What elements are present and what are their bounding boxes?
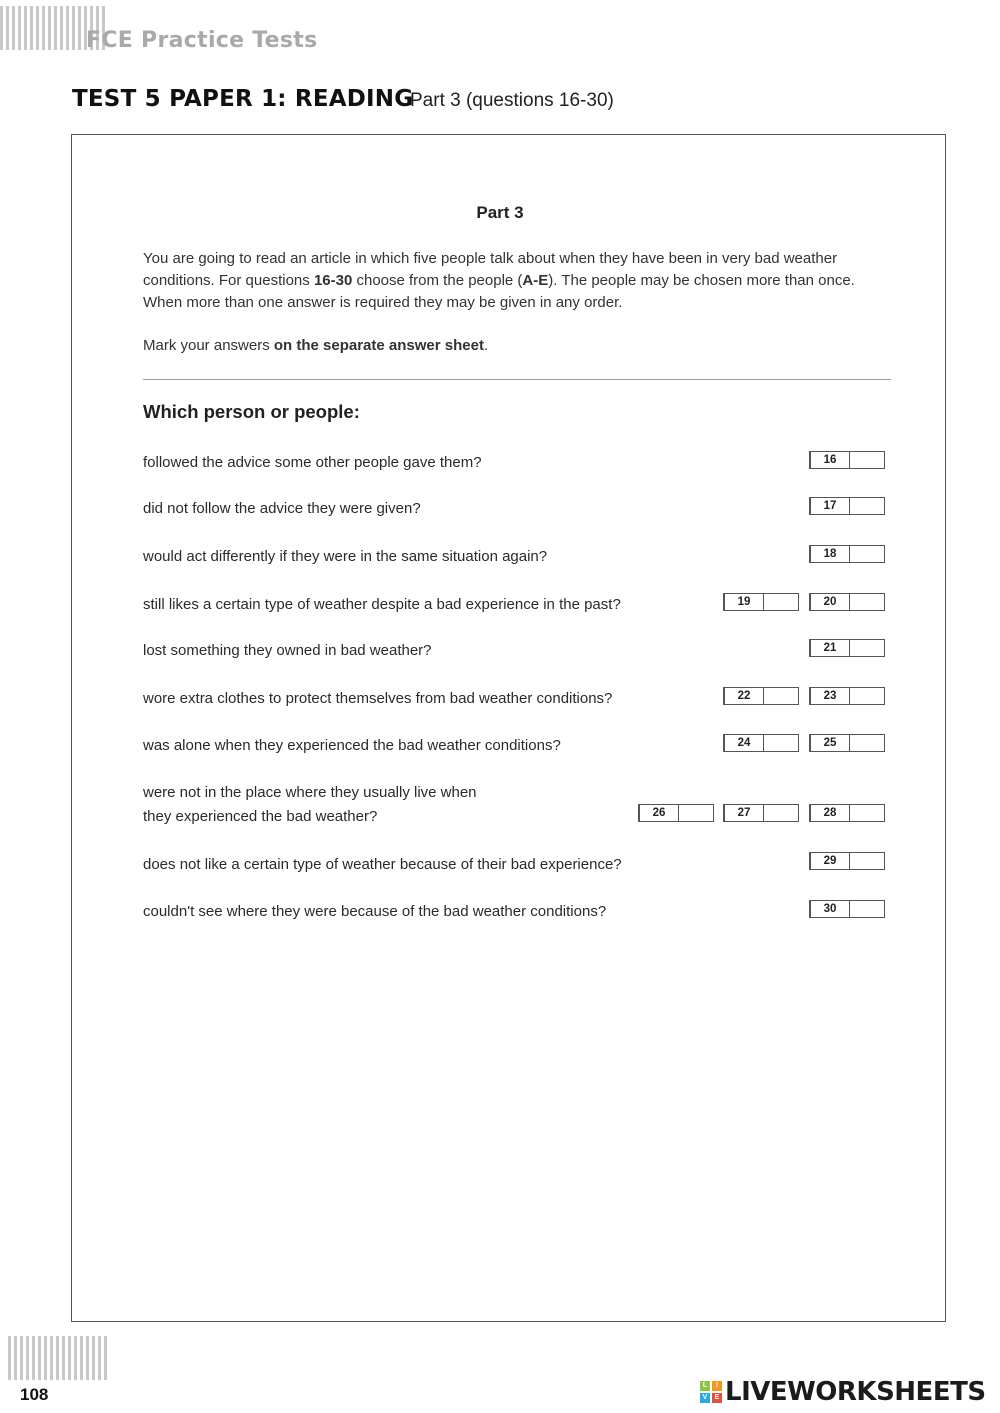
answer-box[interactable]: 20 <box>809 593 885 611</box>
question-text: did not follow the advice they were given? <box>143 500 421 517</box>
question-text: was alone when they experienced the bad weather conditions? <box>143 737 561 754</box>
question-text: wore extra clothes to protect themselves from bad weather conditions? <box>143 690 613 707</box>
decorative-barcode-bottom <box>8 1336 107 1380</box>
people-range: A-E <box>522 272 549 289</box>
question-text: would act differently if they were in the same situation again? <box>143 548 548 565</box>
part-heading: Part 3 <box>476 203 524 222</box>
test-subtitle: Part 3 (questions 16-30) <box>410 90 614 111</box>
answer-box[interactable]: 30 <box>809 900 885 918</box>
question-text: followed the advice some other people gave them? <box>143 454 482 471</box>
questions-heading: Which person or people: <box>143 401 360 422</box>
answer-box[interactable]: 27 <box>723 804 799 822</box>
answer-box[interactable]: 26 <box>638 804 714 822</box>
question-range: 16-30 <box>313 272 353 289</box>
book-title: FCE Practice Tests <box>86 28 318 53</box>
answer-box[interactable]: 29 <box>809 852 885 870</box>
mark-instructions: Mark your answers on the separate answer sheet. <box>143 337 489 354</box>
liveworksheets-icon: L I V E <box>700 1381 722 1403</box>
question-text: were not in the place where they usually live when <box>143 784 477 801</box>
question-text: does not like a certain type of weather because of their bad experience? <box>143 856 622 873</box>
question-text: couldn't see where they were because of the bad weather conditions? <box>143 903 607 920</box>
answer-box[interactable]: 23 <box>809 687 885 705</box>
test-title: TEST 5 PAPER 1: READING <box>72 86 414 112</box>
answer-box[interactable]: 17 <box>809 497 885 515</box>
answer-box[interactable]: 24 <box>723 734 799 752</box>
answer-box[interactable]: 28 <box>809 804 885 822</box>
answer-box[interactable]: 16 <box>809 451 885 469</box>
answer-box[interactable]: 25 <box>809 734 885 752</box>
divider <box>143 379 891 380</box>
page-number: 108 <box>20 1385 49 1404</box>
answer-box[interactable]: 18 <box>809 545 885 563</box>
question-text: lost something they owned in bad weather? <box>143 642 432 659</box>
question-text: still likes a certain type of weather despite a bad experience in the past? <box>143 596 621 613</box>
answer-box[interactable]: 22 <box>723 687 799 705</box>
instructions: You are going to read an article in which five people talk about when they have been in very bad weather conditions. For questions 16-30 choose from the people (A-E). The people may be chosen more than once. When more than one answer is required they may be given in any order. <box>143 250 855 311</box>
liveworksheets-wordmark: LIVEWORKSHEETS <box>725 1377 986 1407</box>
question-text-line2: they experienced the bad weather? <box>143 808 378 825</box>
liveworksheets-logo[interactable] <box>700 1377 986 1407</box>
answer-box[interactable]: 19 <box>723 593 799 611</box>
answer-box[interactable]: 21 <box>809 639 885 657</box>
